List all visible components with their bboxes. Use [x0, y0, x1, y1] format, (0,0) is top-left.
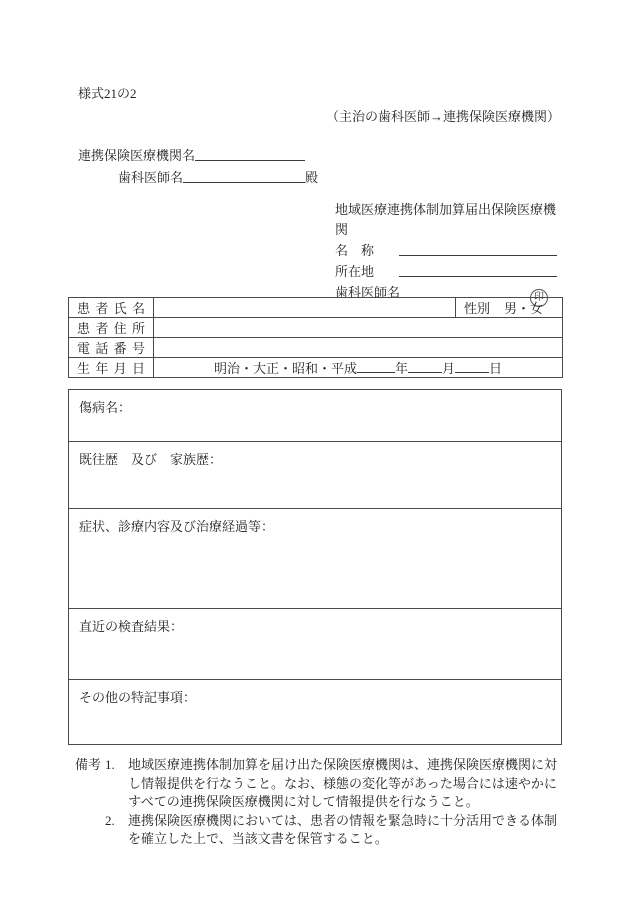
day-suffix: 日 — [489, 361, 503, 376]
section-diagnosis-label: 傷病名： — [79, 400, 132, 415]
sender-address-label: 所在地 — [335, 264, 375, 279]
recipient-org-name-blank — [195, 160, 305, 161]
section-history-label: 既往歴 及び 家族歴： — [79, 452, 223, 467]
sender-dentist-label: 歯科医師名 — [335, 285, 401, 300]
note-2-text: 連携保険医療機関においては、患者の情報を緊急時に十分活用できる体制を確立した上で、当該文書を保管すること。 — [128, 812, 558, 846]
clinical-info-box — [68, 389, 562, 745]
sender-address-row — [335, 262, 565, 282]
note-1-number: 1. — [105, 757, 115, 772]
patient-table — [68, 297, 563, 378]
section-diagnosis — [69, 390, 561, 442]
section-history — [69, 442, 561, 509]
note-item-2 — [105, 812, 565, 849]
seal-stamp-icon: 印 — [530, 289, 548, 307]
recipient-dentist-name-blank — [183, 182, 305, 183]
notes-block — [75, 756, 565, 849]
birth-day-blank — [455, 372, 489, 373]
birth-era-options: 明治・大正・昭和・平成 — [213, 361, 357, 376]
section-symptoms-label: 症状、診療内容及び治療経過等： — [79, 519, 275, 534]
patient-address-row — [69, 318, 563, 338]
birth-month-blank — [408, 372, 442, 373]
patient-phone-row — [69, 338, 563, 358]
form-number: 様式21の2 — [78, 86, 137, 101]
sender-address-blank — [399, 276, 557, 277]
patient-address-label: 患者住所 — [77, 321, 145, 336]
patient-birth-label: 生年月日 — [77, 361, 145, 376]
month-suffix: 月 — [442, 361, 456, 376]
patient-name-value-cell — [154, 298, 456, 318]
patient-phone-value-cell — [154, 338, 563, 358]
sender-heading: 地域医療連携体制加算届出保険医療機関 — [335, 202, 557, 237]
recipient-dentist-line — [118, 167, 318, 186]
year-suffix: 年 — [394, 361, 408, 376]
sex-options: 男・女 — [504, 301, 544, 316]
note-1-text: 地域医療連携体制加算を届け出た保険医療機関は、連携保険医療機関に対し情報提供を行なうこと。なお、様態の変化等があった場合には速やかにすべての連携保険医療機関に対して情報提供を行なうこと。 — [128, 757, 558, 809]
patient-phone-label: 電話番号 — [77, 341, 145, 356]
patient-name-label: 患者氏名 — [77, 301, 145, 316]
note-2-number: 2. — [105, 812, 115, 828]
recipient-org-label: 連携保険医療機関名 — [78, 148, 196, 163]
notes-items — [105, 756, 565, 849]
section-remarks — [69, 680, 561, 744]
sender-name-row — [335, 241, 565, 261]
birth-date-cell — [162, 358, 554, 377]
notes-label: 備考 — [75, 757, 102, 772]
sender-name-blank — [399, 255, 557, 256]
note-item-1 — [105, 756, 565, 812]
section-test-results-label: 直近の検査結果： — [79, 619, 184, 634]
honorific-label: 殿 — [305, 170, 319, 185]
routing-note: （主治の歯科医師→連携保険医療機関） — [325, 109, 560, 124]
sex-cell — [464, 298, 554, 317]
patient-birth-row — [69, 358, 563, 378]
section-remarks-label: その他の特記事項： — [79, 690, 197, 705]
patient-address-value-cell — [154, 318, 563, 338]
section-symptoms — [69, 509, 561, 609]
patient-name-row — [69, 298, 563, 318]
birth-year-blank — [357, 372, 395, 373]
sex-label: 性別 — [464, 301, 491, 316]
sender-block — [335, 200, 565, 304]
section-test-results — [69, 609, 561, 680]
recipient-org-line — [78, 145, 305, 164]
recipient-dentist-label: 歯科医師名 — [118, 170, 184, 185]
sender-name-label: 名 称 — [335, 243, 375, 258]
